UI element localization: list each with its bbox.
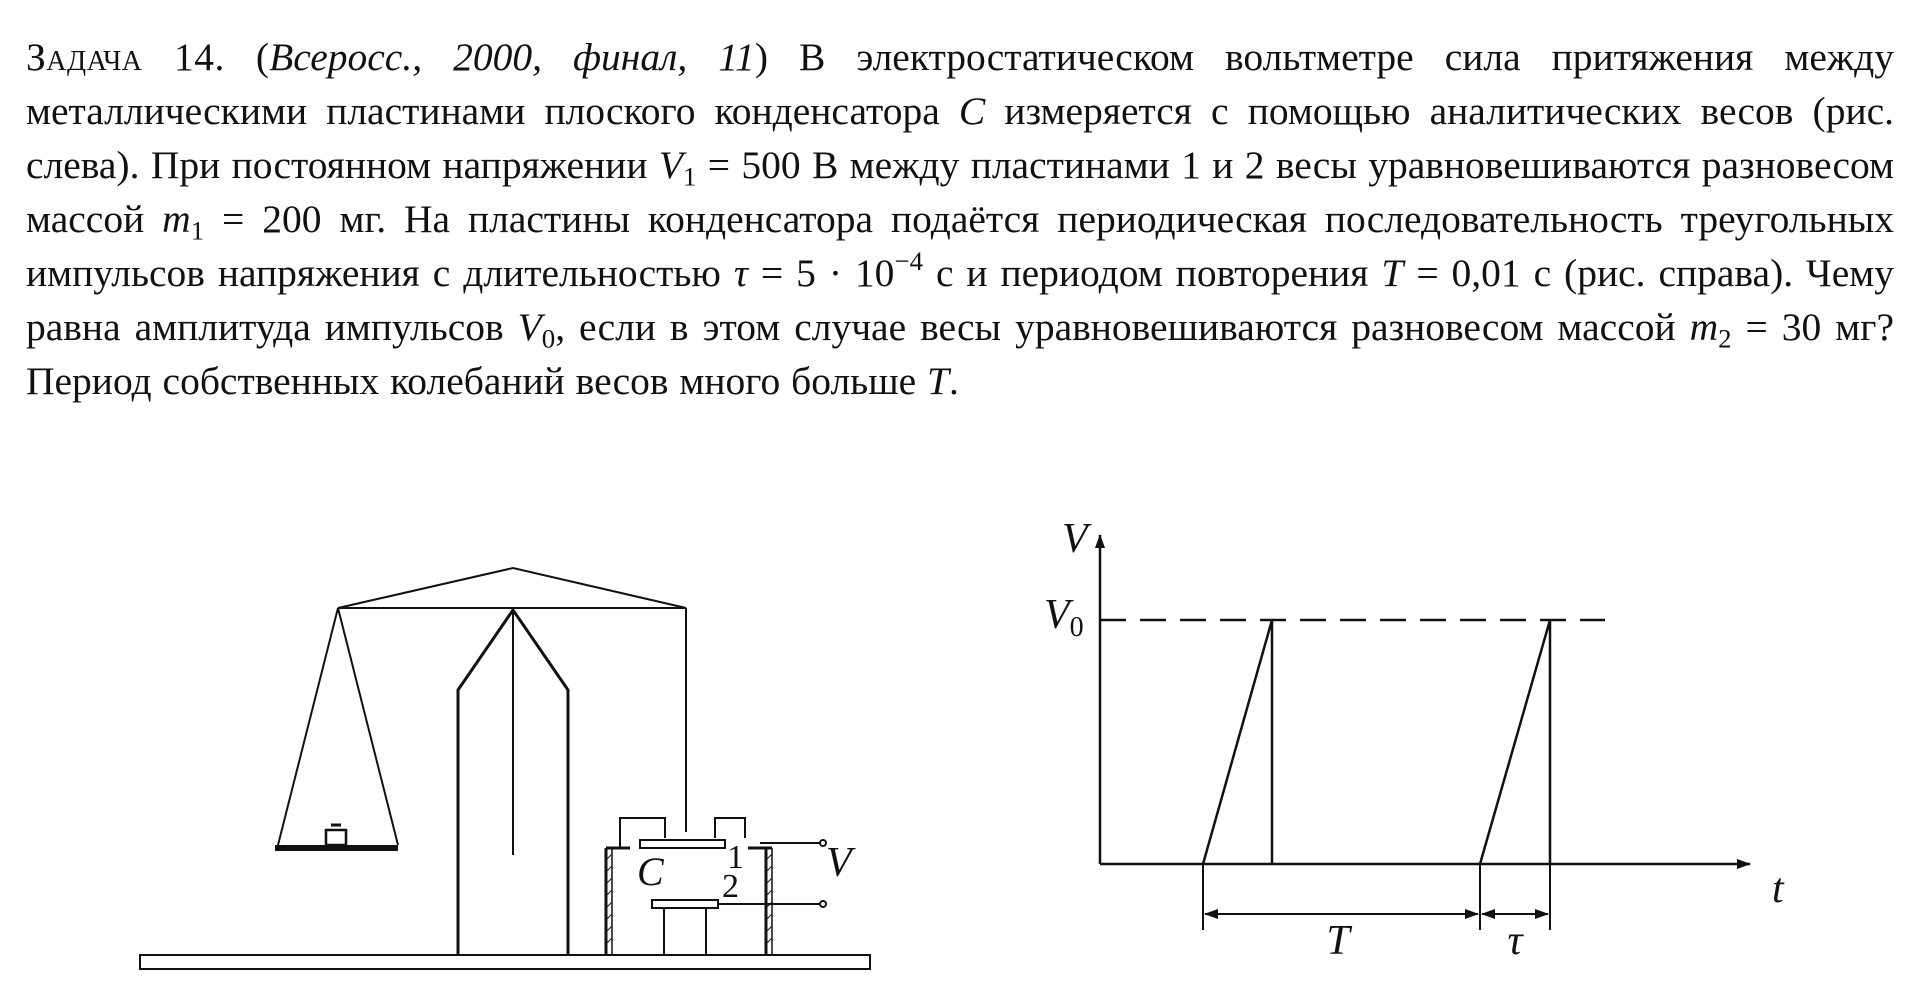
pulse-1 [1203, 620, 1272, 864]
tau-exponent: −4 [894, 245, 923, 276]
text-part: = 500 В между пластинами 1 и 2 весы уравновешиваются разновесом массой [26, 143, 1894, 241]
var-v0: V [517, 305, 542, 349]
text-part: = 5 · 10 [747, 251, 895, 295]
var-m1-sub: 1 [190, 215, 205, 246]
x-axis-label: t [1772, 866, 1784, 912]
text-part: с и периодом повторения [923, 251, 1382, 295]
text-part: = 200 мг. На пластины конденсатора подаётся периодическая последовательность треугольных импульсов напряжения с длительностью [26, 197, 1894, 295]
plate-1-label: 1 [727, 839, 744, 876]
var-v0-sub: 0 [541, 323, 556, 354]
text-part: . [949, 359, 959, 403]
y-axis-label: V [1062, 516, 1088, 562]
var-m1: m [162, 197, 191, 241]
var-t2: T [927, 359, 949, 403]
text-part: = 0,01 с (рис. справа). Чему равна амплитуда импульсов [26, 251, 1894, 349]
amplitude-label [1044, 592, 1084, 643]
text-part: В электростатическом вольтметре сила притяжения между металлическими пластинами плоского конденсатора [26, 35, 1895, 133]
var-v1: V [658, 143, 683, 187]
pulse-2 [1480, 620, 1550, 864]
var-tau: τ [733, 251, 748, 295]
problem-source: Всеросс., 2000, финал, 11 [269, 35, 755, 79]
text-part: = 30 мг? Период собственных колебаний весов много больше [26, 305, 1894, 403]
plate-2-label: 2 [722, 868, 739, 905]
amplitude-label-sub: 0 [1069, 612, 1084, 643]
var-v1-sub: 1 [682, 161, 697, 192]
text-part: измеряется с помощью аналитических весов (рис. слева). При постоянном напряжении [26, 89, 1894, 187]
var-c: C [958, 89, 986, 133]
source-open: ( [255, 35, 270, 79]
duration-label: τ [1507, 918, 1523, 964]
amplitude-label-main: V [1044, 592, 1070, 638]
var-m2: m [1689, 305, 1719, 349]
var-t: T [1381, 251, 1404, 295]
period-label: T [1326, 918, 1350, 964]
text-part: , если в этом случае весы уравновешиваются разновесом массой [555, 305, 1690, 349]
source-close: ) [754, 35, 768, 79]
voltage-label: V [826, 840, 852, 886]
var-m2-sub: 2 [1718, 323, 1732, 354]
problem-label: Задача 14. [26, 35, 225, 79]
capacitor-label: C [637, 849, 664, 894]
